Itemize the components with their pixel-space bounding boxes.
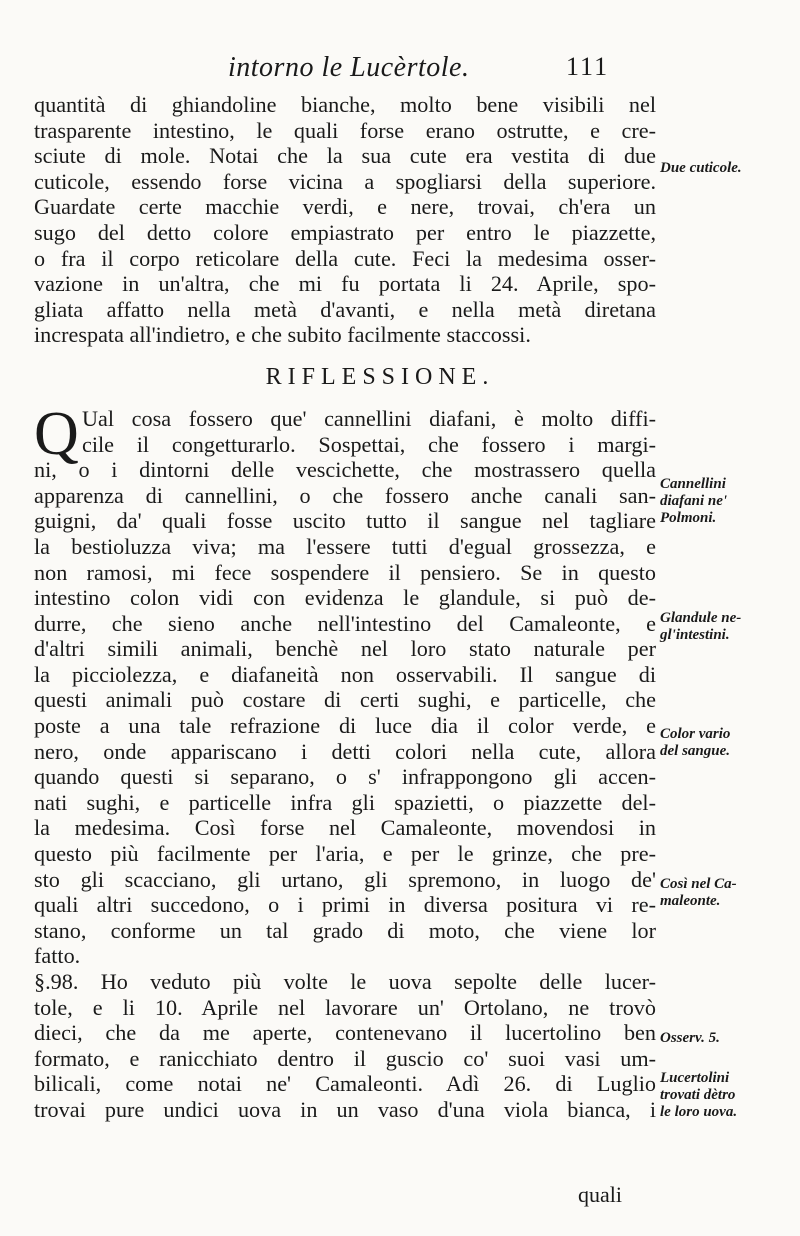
text-line: gliata affatto nella metà d'avanti, e nella metà diretana (34, 296, 656, 322)
text-line: dieci, che da me aperte, contenevano il lucertolino ben (34, 1020, 656, 1046)
text-line: vazione in un'altra, che mi fu portata li 24. Aprile, spo- (34, 271, 656, 297)
text-line: poste a una tale refrazione di luce dia il color verde, e (34, 713, 656, 739)
page-number: 111 (566, 52, 610, 81)
catchword: quali (578, 1182, 622, 1207)
text-line: formato, e ranicchiato dentro il guscio co' suoi vasi um- (34, 1045, 656, 1071)
text-line: quando questi si separano, o s' infrappongono gli accen- (34, 764, 656, 790)
text-line: Guardate certe macchie verdi, e nere, trovai, ch'era un (34, 194, 656, 220)
text-line: tole, e li 10. Aprile nel lavorare un' Ortolano, ne trovò (34, 994, 656, 1020)
text-line: nati sughi, e particelle infra gli spazietti, o piazzette del- (34, 789, 656, 815)
text-line: trovai pure undici uova in un vaso d'una viola bianca, i (34, 1096, 656, 1122)
text-line: fatto. (34, 943, 81, 969)
text-line: bilicali, come notai ne' Camaleonti. Adì 26. di Luglio (34, 1071, 656, 1097)
text-line: quantità di ghiandoline bianche, molto bene visibili nel (34, 92, 656, 117)
text-line: questo più facilmente per l'aria, e per le grinze, che pre- (34, 841, 656, 867)
main-text (34, 92, 656, 1123)
margin-note-due-cuticole: Due cuticole. (660, 160, 742, 176)
drop-cap: Q (34, 399, 79, 468)
text-line: increspata all'indietro, e che subito facilmente staccossi. (34, 322, 531, 348)
paragraph-reflection (34, 399, 656, 969)
text-line: o fra il corpo reticolare della cute. Feci la medesima osser- (34, 245, 656, 271)
text-line: §.98. Ho veduto più volte le uova sepolte delle lucer- (34, 969, 656, 994)
margin-note-lucertolini: Lucertolini trovati dètro le loro uova. (660, 1070, 738, 1120)
text-line: sciute di mole. Notai che la sua cute era vestita di due (34, 143, 656, 169)
text-line: ni, o i dintorni delle vescichette, che mostrassero quella (34, 457, 656, 483)
text-line: non ramosi, mi fece sospendere il pensiero. Se in questo (34, 559, 656, 585)
text-line: trasparente intestino, le quali forse erano ostrutte, e cre- (34, 117, 656, 143)
text-line: stano, conforme un tal grado di moto, che viene lor (34, 917, 656, 943)
text-line: questi animali può costare di certi sughi, e particelle, che (34, 687, 656, 713)
margin-note-glandule: Glandule ne- gl'intestini. (660, 610, 742, 643)
text-line: sugo del detto colore empiastrato per entro le piazzette, (34, 219, 656, 245)
text-line: la picciolezza, e diafaneità non osservabili. Il sangue di (34, 661, 656, 687)
margin-note-osserv: Osserv. 5. (660, 1030, 720, 1046)
section-heading: RIFLESSIONE. (265, 363, 495, 390)
text-line: Ual cosa fossero que' cannellini diafani, è molto diffi- (82, 405, 656, 431)
text-line: la medesima. Così forse nel Camaleonte, movendosi in (34, 815, 656, 841)
page-header (0, 46, 800, 86)
text-line: cile il congetturarlo. Sospettai, che fossero i margi- (82, 431, 656, 457)
text-line: quali altri succedono, o i primi in diversa positura vi re- (34, 892, 656, 918)
text-line: guigni, da' quali fosse uscito tutto il sangue nel tagliare (34, 508, 656, 534)
text-line: apparenza di cannellini, o che fossero anche canali san- (34, 482, 656, 508)
paragraph-section-98 (34, 969, 656, 1123)
text-line: nero, onde appariscano i detti colori nella cute, allora (34, 738, 656, 764)
text-line: durre, che sieno anche nell'intestino del Camaleonte, e (34, 610, 656, 636)
margin-note-color-vario: Color vario del sangue. (660, 726, 731, 759)
running-title: intorno le Lucèrtole. (228, 52, 470, 83)
margin-note-cosi-nel: Così nel Ca- maleonte. (660, 876, 737, 909)
text-line: la bestioluzza viva; ma l'essere tutti d'egual grossezza, e (34, 533, 656, 559)
text-line: d'altri simili animali, benchè nel loro stato naturale per (34, 636, 656, 662)
paragraph-observation (34, 92, 656, 348)
text-line: sto gli scacciano, gli urtano, gli spremono, in luogo de' (34, 866, 656, 892)
text-line: intestino colon vidi con evidenza le glandule, si può de- (34, 585, 656, 611)
margin-note-cannellini: Cannellini diafani ne' Polmoni. (660, 476, 728, 526)
text-line: cuticole, essendo forse vicina a spogliarsi della superiore. (34, 168, 656, 194)
